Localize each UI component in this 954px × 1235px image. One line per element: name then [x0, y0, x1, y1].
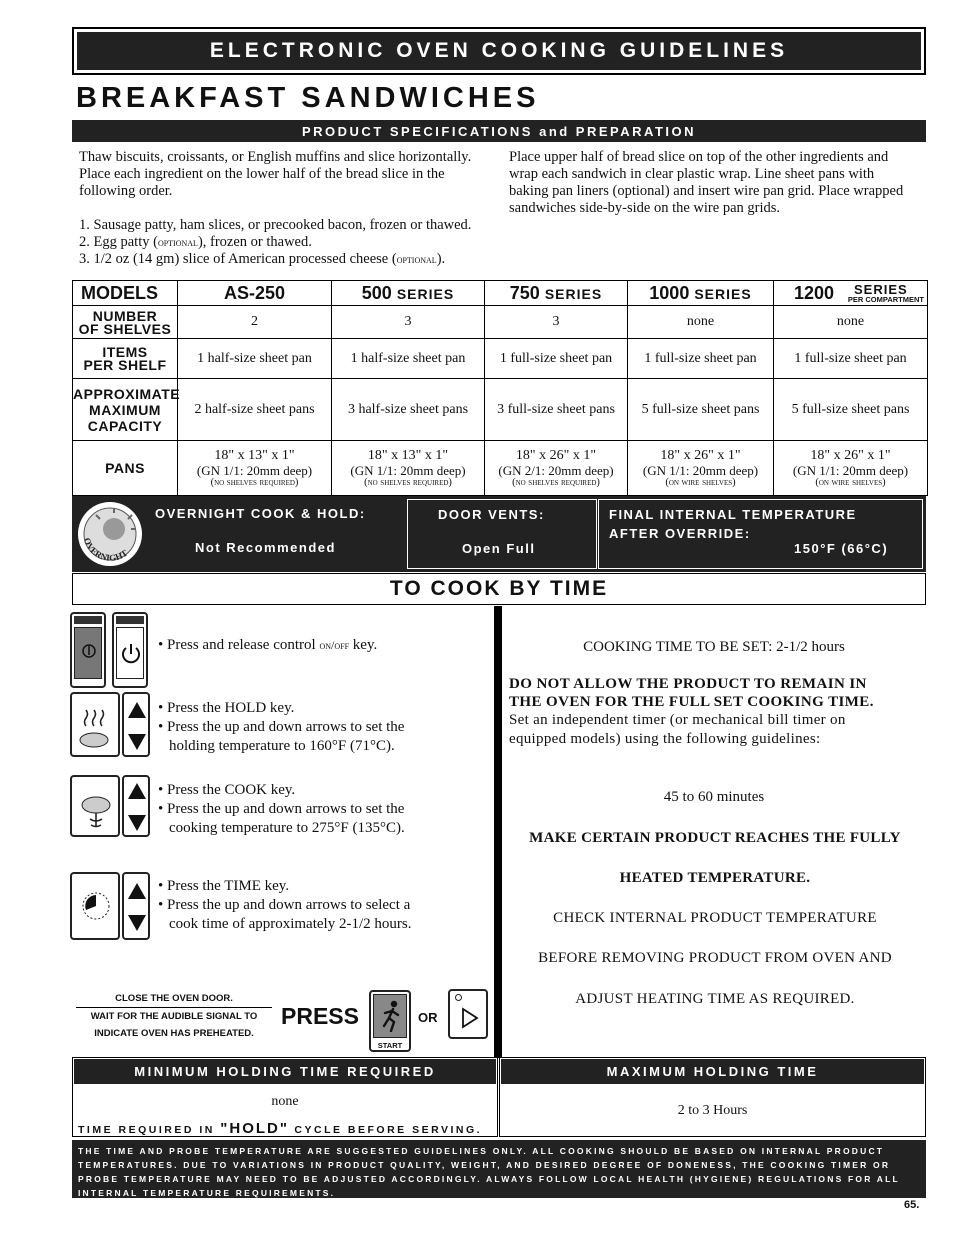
table-cell: 2 [178, 306, 332, 339]
cook-key-icon [70, 775, 120, 837]
column-divider [494, 606, 502, 1058]
models-table [72, 280, 928, 496]
table-cell: 3 half-size sheet pans [332, 379, 485, 441]
disclaimer-footnote: THE TIME AND PROBE TEMPERATURE ARE SUGGESTED GUIDELINES ONLY. ALL COOKING SHOULD BE BASED ON INTERNAL PRODUCT TEMPERATURES. DUE TO VARIATIONS IN PRODUCT QUALITY, WEIGHT, AND DESIRED DEGREE OF DONENESS, THE COOKING TIMER OR PROBE TEMPERATURE MAY NEED TO BE ADJUSTED ACCORDINGLY. ALWAYS FOLLOW LOCAL HEALTH (HYGIENE) REGULATIONS FOR ALL INTERNAL TEMPERATURE REQUIREMENTS. [72, 1140, 926, 1198]
overnight-label: OVERNIGHT COOK & HOLD: [155, 506, 366, 521]
or-label: OR [418, 1010, 438, 1025]
row-label-items: ITEMS PER SHELF [73, 339, 178, 379]
prep-left [79, 149, 494, 268]
time-key-icon [70, 872, 120, 940]
hold-cycle-note: TIME REQUIRED IN "HOLD" CYCLE BEFORE SERVING. [78, 1120, 483, 1137]
table-cell: 1 half-size sheet pan [332, 339, 485, 379]
table-cell: 3 full-size sheet pans [485, 379, 628, 441]
table-cell: 18" x 26" x 1" (GN 1/1: 20mm deep) (on wire shelves) [774, 441, 928, 496]
table-cell: 1 full-size sheet pan [485, 339, 628, 379]
table-cell: 18" x 13" x 1" (GN 1/1: 20mm deep) (no shelves required) [178, 441, 332, 496]
models-header-row [73, 281, 928, 306]
row-label-capacity: APPROXIMATE MAXIMUM CAPACITY [73, 379, 178, 441]
max-holding-value: 2 to 3 Hours [677, 1103, 748, 1118]
check-text-2: BEFORE REMOVING PRODUCT FROM OVEN AND [538, 950, 892, 966]
prep-intro: Thaw biscuits, croissants, or English muffins and slice horizontally. Place each ingredient on the lower half of the bread slice in the following order. [79, 149, 472, 199]
running-man-icon [377, 1000, 405, 1032]
table-cell: 18" x 26" x 1" (GN 1/1: 20mm deep) (on wire shelves) [628, 441, 774, 496]
min-holding-box [72, 1057, 498, 1137]
table-cell: none [628, 306, 774, 339]
table-cell: 18" x 26" x 1" (GN 2/1: 20mm deep) (no shelves required) [485, 441, 628, 496]
cook-by-time-heading: TO COOK BY TIME [72, 573, 926, 605]
model-as250: AS-250 [178, 281, 332, 306]
step-cook: • Press the COOK key. • Press the up and down arrows to set the cooking temperature to 275°F (135°C). [158, 782, 405, 836]
hold-key-icon [70, 692, 120, 757]
max-holding-label: MAXIMUM HOLDING TIME [501, 1059, 924, 1084]
model-1000: 1000 SERIES [628, 281, 774, 306]
min-holding-value: none [271, 1094, 299, 1109]
overnight-bar [72, 496, 926, 572]
header-banner [72, 27, 926, 75]
vents-label: DOOR VENTS: [438, 507, 545, 522]
banner-title: ELECTRONIC OVEN COOKING GUIDELINES [77, 32, 921, 70]
table-cell: 18" x 13" x 1" (GN 1/1: 20mm deep) (no shelves required) [332, 441, 485, 496]
max-holding-box [499, 1057, 926, 1137]
preheat-instructions: CLOSE THE OVEN DOOR. WAIT FOR THE AUDIBLE SIGNAL TO INDICATE OVEN HAS PREHEATED. [76, 990, 272, 1042]
prep-right: Place upper half of bread slice on top of the other ingredients and wrap each sandwich in clear plastic wrap. Line sheet pans with baking pan liners (optional) and insert wire pan grid. Place wrapped sandwiches side-by-side on the wire pan grids. [509, 149, 904, 216]
final-temp-value: 150°F (66°C) [794, 541, 889, 556]
models-label: MODELS [73, 281, 178, 306]
table-cell: 1 full-size sheet pan [628, 339, 774, 379]
minutes-text: 45 to 60 minutes [663, 789, 765, 805]
model-1200: 1200 SERIES PER COMPARTMENT [774, 281, 928, 306]
final-temp-label-2: AFTER OVERRIDE: [609, 526, 751, 541]
vents-box [407, 499, 597, 569]
play-icon [461, 1007, 479, 1029]
oven-panel-icon [70, 612, 106, 688]
overnight-logo-icon [76, 499, 144, 569]
table-row-pans [73, 441, 928, 496]
time-arrows-icon [122, 872, 150, 940]
final-temp-box [598, 499, 923, 569]
spec-bar: PRODUCT SPECIFICATIONS and PREPARATION [72, 120, 926, 142]
press-label: PRESS [281, 1003, 359, 1029]
start-label: START [377, 1041, 403, 1050]
check-text-1: CHECK INTERNAL PRODUCT TEMPERATURE [553, 910, 877, 926]
overnight-box [147, 499, 405, 569]
cook-arrows-icon [122, 775, 150, 837]
table-cell: 5 full-size sheet pans [774, 379, 928, 441]
table-cell: 2 half-size sheet pans [178, 379, 332, 441]
table-cell: 3 [332, 306, 485, 339]
table-cell: 5 full-size sheet pans [628, 379, 774, 441]
prep-step-1: 1. Sausage patty, ham slices, or precooked bacon, frozen or thawed. [79, 217, 472, 233]
table-cell: 1 full-size sheet pan [774, 339, 928, 379]
hold-arrows-icon [122, 692, 150, 757]
start-button[interactable] [369, 990, 411, 1052]
prep-step-3: 3. 1/2 oz (14 gm) slice of American processed cheese (optional). [79, 251, 446, 267]
step-hold: • Press the HOLD key. • Press the up and down arrows to set the holding temperature to 160°F (71°C). [158, 700, 405, 754]
min-holding-label: MINIMUM HOLDING TIME REQUIRED [74, 1059, 496, 1084]
step-time: • Press the TIME key. • Press the up and down arrows to select a cook time of approximately 2-1/2 hours. [158, 878, 412, 932]
heated-temp-text: HEATED TEMPERATURE. [619, 870, 811, 886]
warning-text: DO NOT ALLOW THE PRODUCT TO REMAIN IN THE OVEN FOR THE FULL SET COOKING TIME. [509, 676, 874, 710]
play-button[interactable] [448, 989, 488, 1039]
power-key-icon [112, 612, 148, 688]
table-cell: 3 [485, 306, 628, 339]
table-row-items [73, 339, 928, 379]
row-label-shelves: NUMBER OF SHELVES [73, 306, 178, 339]
prep-step-2: 2. Egg patty (optional), frozen or thawed. [79, 234, 312, 250]
row-label-pans: PANS [73, 441, 178, 496]
final-temp-label: FINAL INTERNAL TEMPERATURE [609, 507, 857, 522]
model-500: 500 SERIES [332, 281, 485, 306]
svg-text:OVERNIGHT: OVERNIGHT [81, 536, 130, 563]
make-certain-text: MAKE CERTAIN PRODUCT REACHES THE FULLY [529, 830, 901, 846]
overnight-value: Not Recommended [195, 540, 336, 555]
timer-text: Set an independent timer (or mechanical bill timer on equipped models) using the following guidelines: [509, 712, 846, 747]
page-number: 65. [904, 1199, 920, 1211]
table-cell: none [774, 306, 928, 339]
model-750: 750 SERIES [485, 281, 628, 306]
step-power: • Press and release control on/off key. [158, 637, 378, 653]
table-row-shelves [73, 306, 928, 339]
vents-value: Open Full [462, 541, 536, 556]
cook-time-text: COOKING TIME TO BE SET: 2-1/2 hours [583, 639, 845, 655]
table-cell: 1 half-size sheet pan [178, 339, 332, 379]
check-text-3: ADJUST HEATING TIME AS REQUIRED. [575, 991, 855, 1007]
page-title: BREAKFAST SANDWICHES [76, 82, 540, 114]
table-row-capacity [73, 379, 928, 441]
